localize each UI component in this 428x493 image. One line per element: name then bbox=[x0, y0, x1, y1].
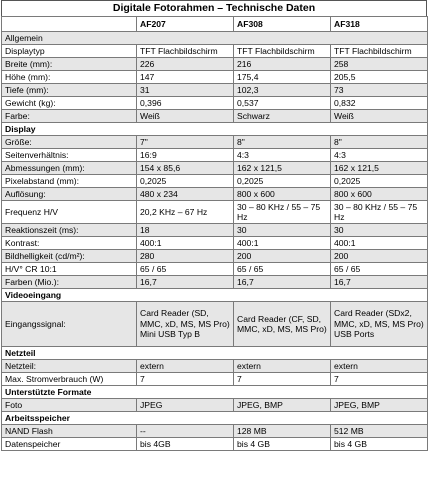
section-row bbox=[2, 32, 428, 45]
cell-value: 0,396 bbox=[137, 97, 234, 110]
cell-value: 154 x 85,6 bbox=[137, 162, 234, 175]
table-row bbox=[2, 149, 428, 162]
cell-value: 65 / 65 bbox=[234, 263, 331, 276]
section-row bbox=[2, 386, 428, 399]
table-row bbox=[2, 302, 428, 347]
table-row bbox=[2, 58, 428, 71]
cell-value: 16,7 bbox=[137, 276, 234, 289]
cell-value: extern bbox=[137, 360, 234, 373]
row-label: Farben (Mio.): bbox=[2, 276, 137, 289]
table-row bbox=[2, 110, 428, 123]
cell-value: 30 bbox=[234, 224, 331, 237]
row-label: Gewicht (kg): bbox=[2, 97, 137, 110]
table-row bbox=[2, 237, 428, 250]
model-header-row bbox=[2, 17, 428, 32]
section-row bbox=[2, 412, 428, 425]
cell-value: Card Reader (SDx2, MMC, xD, MS, MS Pro) USB Ports bbox=[331, 302, 428, 347]
cell-value: 0,537 bbox=[234, 97, 331, 110]
row-label: Auflösung: bbox=[2, 188, 137, 201]
cell-value: 30 bbox=[331, 224, 428, 237]
cell-value: 128 MB bbox=[234, 425, 331, 438]
table-row bbox=[2, 136, 428, 149]
cell-value: 30 – 80 KHz / 55 – 75 Hz bbox=[331, 201, 428, 224]
cell-value: bis 4 GB bbox=[234, 438, 331, 451]
cell-value: 226 bbox=[137, 58, 234, 71]
cell-value: 73 bbox=[331, 84, 428, 97]
cell-value: 0,832 bbox=[331, 97, 428, 110]
row-label: Breite (mm): bbox=[2, 58, 137, 71]
row-label: Datenspeicher bbox=[2, 438, 137, 451]
cell-value: Card Reader (CF, SD, MMC, xD, MS, MS Pro) bbox=[234, 302, 331, 347]
cell-value: 18 bbox=[137, 224, 234, 237]
row-label: Höhe (mm): bbox=[2, 71, 137, 84]
spec-sheet bbox=[1, 0, 427, 451]
section-row bbox=[2, 123, 428, 136]
cell-value: 65 / 65 bbox=[137, 263, 234, 276]
cell-value: 205,5 bbox=[331, 71, 428, 84]
table-row bbox=[2, 188, 428, 201]
cell-value: 4:3 bbox=[234, 149, 331, 162]
cell-value: 147 bbox=[137, 71, 234, 84]
cell-value: 280 bbox=[137, 250, 234, 263]
cell-value: -- bbox=[137, 425, 234, 438]
row-label: Tiefe (mm): bbox=[2, 84, 137, 97]
row-label: Farbe: bbox=[2, 110, 137, 123]
cell-value: 400:1 bbox=[137, 237, 234, 250]
row-label: Pixelabstand (mm): bbox=[2, 175, 137, 188]
cell-value: 7 bbox=[137, 373, 234, 386]
row-label: Displaytyp bbox=[2, 45, 137, 58]
row-label: NAND Flash bbox=[2, 425, 137, 438]
cell-value: 16,7 bbox=[331, 276, 428, 289]
row-label: Netzteil: bbox=[2, 360, 137, 373]
cell-value: 216 bbox=[234, 58, 331, 71]
cell-value: 480 x 234 bbox=[137, 188, 234, 201]
section-header: Videoeingang bbox=[2, 289, 428, 302]
cell-value: 102,3 bbox=[234, 84, 331, 97]
cell-value: 0,2025 bbox=[331, 175, 428, 188]
cell-value: 162 x 121,5 bbox=[234, 162, 331, 175]
cell-value: 65 / 65 bbox=[331, 263, 428, 276]
cell-value: 8" bbox=[331, 136, 428, 149]
table-row bbox=[2, 425, 428, 438]
row-label: Abmessungen (mm): bbox=[2, 162, 137, 175]
section-header: Netzteil bbox=[2, 347, 428, 360]
cell-value: TFT Flachbildschirm bbox=[137, 45, 234, 58]
cell-value: 16:9 bbox=[137, 149, 234, 162]
cell-value: Weiß bbox=[331, 110, 428, 123]
cell-value: 0,2025 bbox=[137, 175, 234, 188]
cell-value: 30 – 80 KHz / 55 – 75 Hz bbox=[234, 201, 331, 224]
table-row bbox=[2, 224, 428, 237]
model-header: AF318 bbox=[331, 17, 428, 32]
row-label: Foto bbox=[2, 399, 137, 412]
row-label: H/V° CR 10:1 bbox=[2, 263, 137, 276]
row-label: Größe: bbox=[2, 136, 137, 149]
table-row bbox=[2, 438, 428, 451]
cell-value: 200 bbox=[234, 250, 331, 263]
cell-value: extern bbox=[331, 360, 428, 373]
cell-value: 16,7 bbox=[234, 276, 331, 289]
cell-value: Card Reader (SD, MMC, xD, MS, MS Pro) Mini USB Typ B bbox=[137, 302, 234, 347]
section-row bbox=[2, 347, 428, 360]
table-row bbox=[2, 162, 428, 175]
cell-value: 512 MB bbox=[331, 425, 428, 438]
section-header: Display bbox=[2, 123, 428, 136]
row-label: Eingangssignal: bbox=[2, 302, 137, 347]
row-label: Frequenz H/V bbox=[2, 201, 137, 224]
table-row bbox=[2, 175, 428, 188]
table-row bbox=[2, 71, 428, 84]
page-title: Digitale Fotorahmen – Technische Daten bbox=[1, 0, 427, 16]
table-row bbox=[2, 263, 428, 276]
cell-value: 400:1 bbox=[331, 237, 428, 250]
cell-value: extern bbox=[234, 360, 331, 373]
cell-value: bis 4GB bbox=[137, 438, 234, 451]
row-label: Max. Stromverbrauch (W) bbox=[2, 373, 137, 386]
section-header: Unterstützte Formate bbox=[2, 386, 428, 399]
table-row bbox=[2, 373, 428, 386]
cell-value: 258 bbox=[331, 58, 428, 71]
cell-value: 7" bbox=[137, 136, 234, 149]
cell-value: Weiß bbox=[137, 110, 234, 123]
cell-value: 7 bbox=[234, 373, 331, 386]
cell-value: 31 bbox=[137, 84, 234, 97]
row-label: Bildhelligkeit (cd/m²): bbox=[2, 250, 137, 263]
row-label: Seitenverhältnis: bbox=[2, 149, 137, 162]
table-row bbox=[2, 45, 428, 58]
cell-value: 4:3 bbox=[331, 149, 428, 162]
cell-value: JPEG, BMP bbox=[234, 399, 331, 412]
spec-table bbox=[1, 16, 428, 451]
table-row bbox=[2, 250, 428, 263]
section-header: Arbeitsspeicher bbox=[2, 412, 428, 425]
cell-value: bis 4 GB bbox=[331, 438, 428, 451]
header-blank bbox=[2, 17, 137, 32]
cell-value: 20,2 KHz – 67 Hz bbox=[137, 201, 234, 224]
table-row bbox=[2, 360, 428, 373]
section-header: Allgemein bbox=[2, 32, 428, 45]
row-label: Kontrast: bbox=[2, 237, 137, 250]
row-label: Reaktionszeit (ms): bbox=[2, 224, 137, 237]
cell-value: TFT Flachbildschirm bbox=[234, 45, 331, 58]
cell-value: 800 x 600 bbox=[331, 188, 428, 201]
table-row bbox=[2, 399, 428, 412]
cell-value: 400:1 bbox=[234, 237, 331, 250]
table-row bbox=[2, 84, 428, 97]
table-row bbox=[2, 276, 428, 289]
cell-value: 7 bbox=[331, 373, 428, 386]
cell-value: 8" bbox=[234, 136, 331, 149]
model-header: AF308 bbox=[234, 17, 331, 32]
cell-value: JPEG, BMP bbox=[331, 399, 428, 412]
cell-value: 800 x 600 bbox=[234, 188, 331, 201]
table-row bbox=[2, 201, 428, 224]
model-header: AF207 bbox=[137, 17, 234, 32]
section-row bbox=[2, 289, 428, 302]
cell-value: 162 x 121,5 bbox=[331, 162, 428, 175]
cell-value: 0,2025 bbox=[234, 175, 331, 188]
cell-value: 175,4 bbox=[234, 71, 331, 84]
cell-value: 200 bbox=[331, 250, 428, 263]
table-row bbox=[2, 97, 428, 110]
cell-value: JPEG bbox=[137, 399, 234, 412]
cell-value: Schwarz bbox=[234, 110, 331, 123]
cell-value: TFT Flachbildschirm bbox=[331, 45, 428, 58]
